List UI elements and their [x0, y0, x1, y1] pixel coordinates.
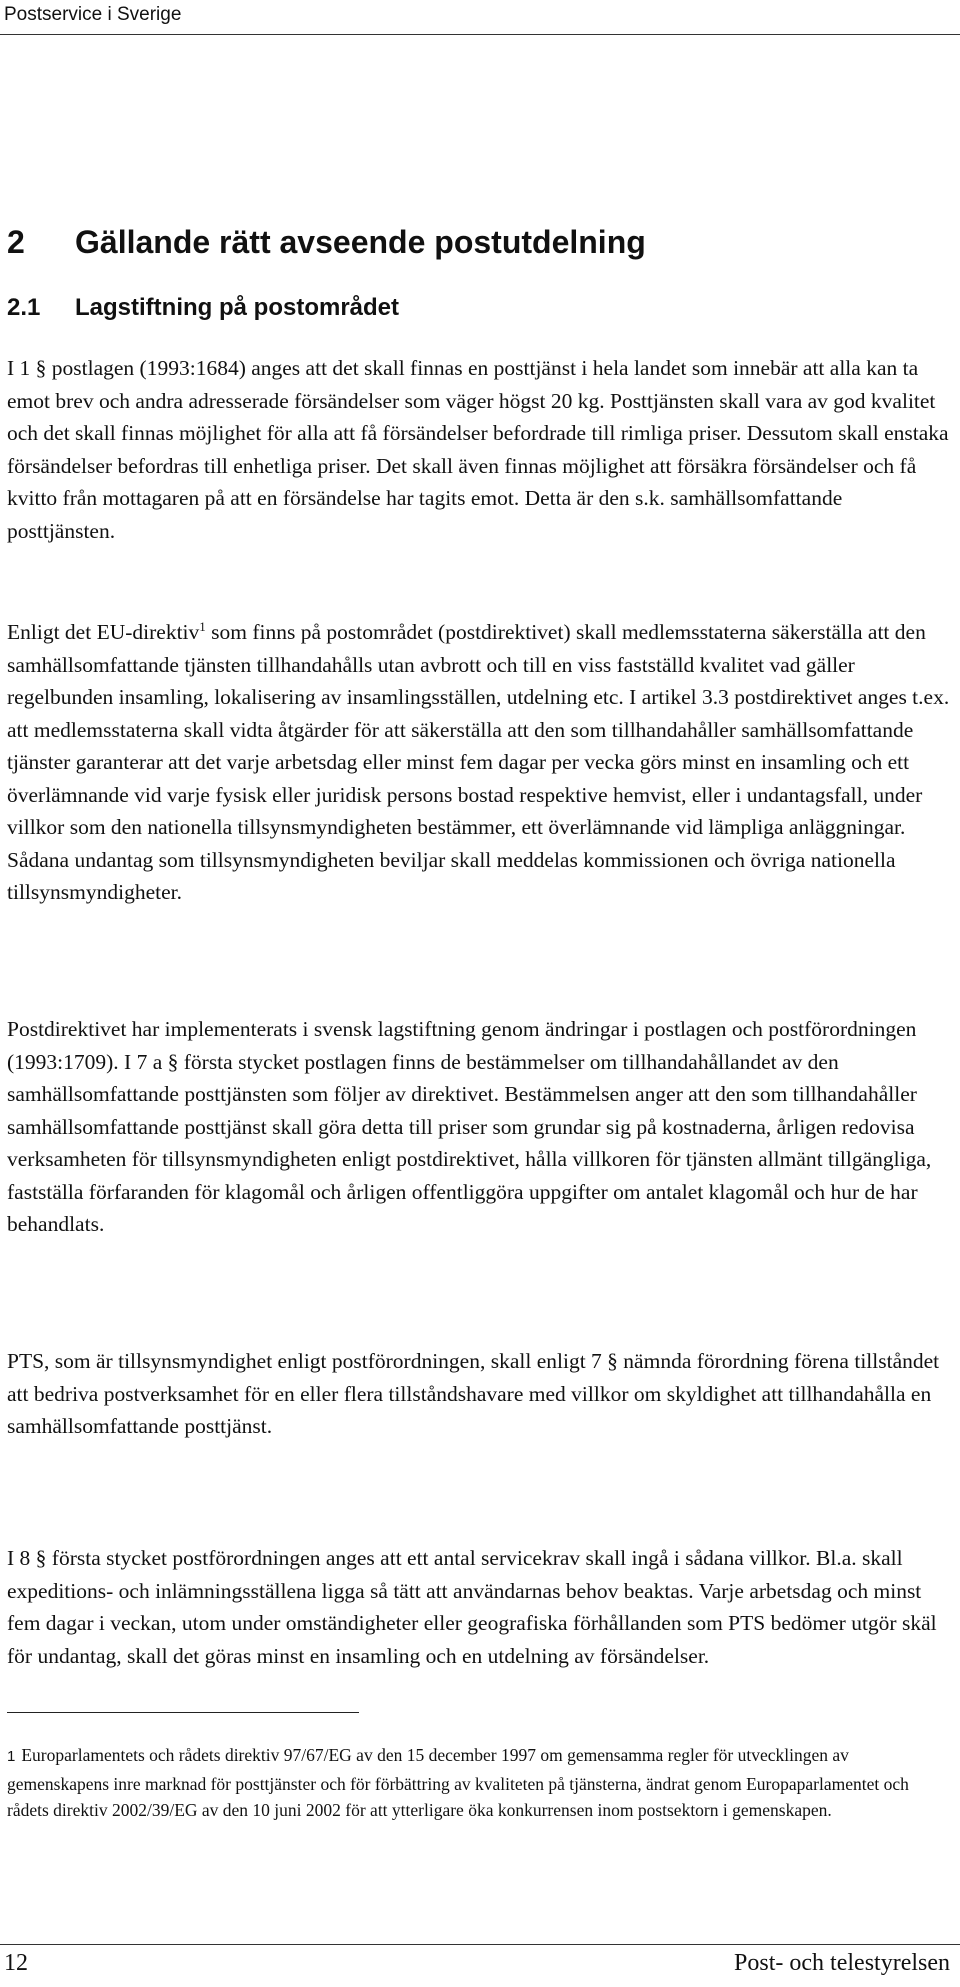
footnote-number: 1 — [7, 1748, 16, 1765]
section-heading — [7, 294, 399, 322]
paragraph-postlagen: I 1 § postlagen (1993:1684) anges att det skall finnas en posttjänst i hela landet som innebär att alla kan ta emot brev och andra adresserade försändelser som väger högst 20 kg. Posttjänsten skall vara av god kvalitet och det skall finnas möjlighet för alla att få försändelser befordrade till rimliga priser. Dessutom skall enstaka försändelser befordras till enhetliga priser. Det skall även finnas möjlighet att försäkra försändelser och få kvitto från mottagaren på att en försändelse har tagits emot. Detta är den s.k. samhällsomfattande posttjänsten. — [7, 356, 949, 543]
paragraph-pts: PTS, som är tillsynsmyndighet enligt postförordningen, skall enligt 7 § nämnda förordning förena tillståndet att bedriva postverksamhet för en eller flera tillståndshavare med villkor om skyldighet att tillhandahålla en samhällsomfattande posttjänst. — [7, 1349, 940, 1438]
paragraph-eu-direktiv — [7, 616, 952, 909]
footer-divider — [0, 1944, 960, 1945]
publisher-name: Post- och telestyrelsen — [734, 1950, 950, 1976]
section-number: 2.1 — [7, 294, 41, 321]
page-number: 12 — [4, 1950, 28, 1976]
paragraph-text: som finns på postområdet (postdirektivet) skall medlemsstaterna säkerställa att den samhällsomfattande tjänsten tillhandahålls utan avbrott och till en viss fastställd kvalitet vad gäller regelbunden insamling, lokalisering av insamlingsställen, utdelning etc. I artikel 3.3 postdirektivet anges t.ex. att medlemsstaterna skall vidta åtgärder för att säkerställa att den som tillhandahåller samhällsomfattande tjänster garanterar att det varje arbetsdag eller minst fem dagar per vecka görs minst en insamling och ett överlämnande vid varje fysisk eller juridisk persons bostad respektive hemvist, eller i undantagsfall, under villkor som den nationella tillsynsmyndigheten bestämmer, ett överlämnande vid lämpliga anläggningar. Sådana undantag som tillsynsmyndigheten beviljar skall meddelas kommissionen och övriga nationella tillsynsmyndigheter. — [7, 620, 950, 904]
chapter-title: Gällande rätt avseende postutdelning — [75, 224, 646, 260]
paragraph-text: Enligt det EU-direktiv — [7, 620, 200, 644]
paragraph-postdirektivet: Postdirektivet har implementerats i svensk lagstiftning genom ändringar i postlagen och postförordningen (1993:1709). I 7 a § första stycket postlagen finns de bestämmelser om tillhandahållandet av den samhällsomfattande posttjänsten som följer av direktivet. Bestämmelsen anger att den som tillhandahåller samhällsomfattande posttjänst skall göra detta till priser som grundar sig på kostnaderna, årligen redovisa verksamheten för tillsynsmyndigheten enligt postdirektivet, hålla villkoren för tjänsten allmänt tillgängliga, fastställa förfaranden för klagomål och årligen offentliggöra uppgifter om antalet klagomål och hur de har behandlats. — [7, 1017, 932, 1236]
footnote — [7, 1742, 952, 1824]
chapter-number: 2 — [7, 224, 25, 260]
section-title: Lagstiftning på postområdet — [75, 294, 399, 321]
footnote-divider — [7, 1712, 359, 1713]
footnote-reference[interactable]: 1 — [199, 619, 206, 634]
footnote-text: Europarlamentets och rådets direktiv 97/67/EG av den 15 december 1997 om gemensamma regler för utvecklingen av gemenskapens inre marknad för posttjänster och för förbättring av kvaliteten på tjänsterna, ändrat genom Europaparlamentet och rådets direktiv 2002/39/EG av den 10 juni 2002 för att ytterligare öka konkurrensen inom postsektorn i gemenskapen. — [7, 1745, 909, 1820]
chapter-heading — [7, 224, 646, 261]
header-divider — [0, 34, 960, 35]
paragraph-servicekrav: I 8 § första stycket postförordningen anges att ett antal servicekrav skall ingå i sådana villkor. Bl.a. skall expeditions- och inlämningsställena ligga så tätt att användarnas behov beaktas. Varje arbetsdag och minst fem dagar i veckan, utom under omständigheter eller geografiska förhållanden som PTS bedömer utgör skäl för undantag, skall det göras minst en insamling och en utdelning av försändelser. — [7, 1546, 937, 1668]
running-header: Postservice i Sverige — [4, 4, 182, 25]
